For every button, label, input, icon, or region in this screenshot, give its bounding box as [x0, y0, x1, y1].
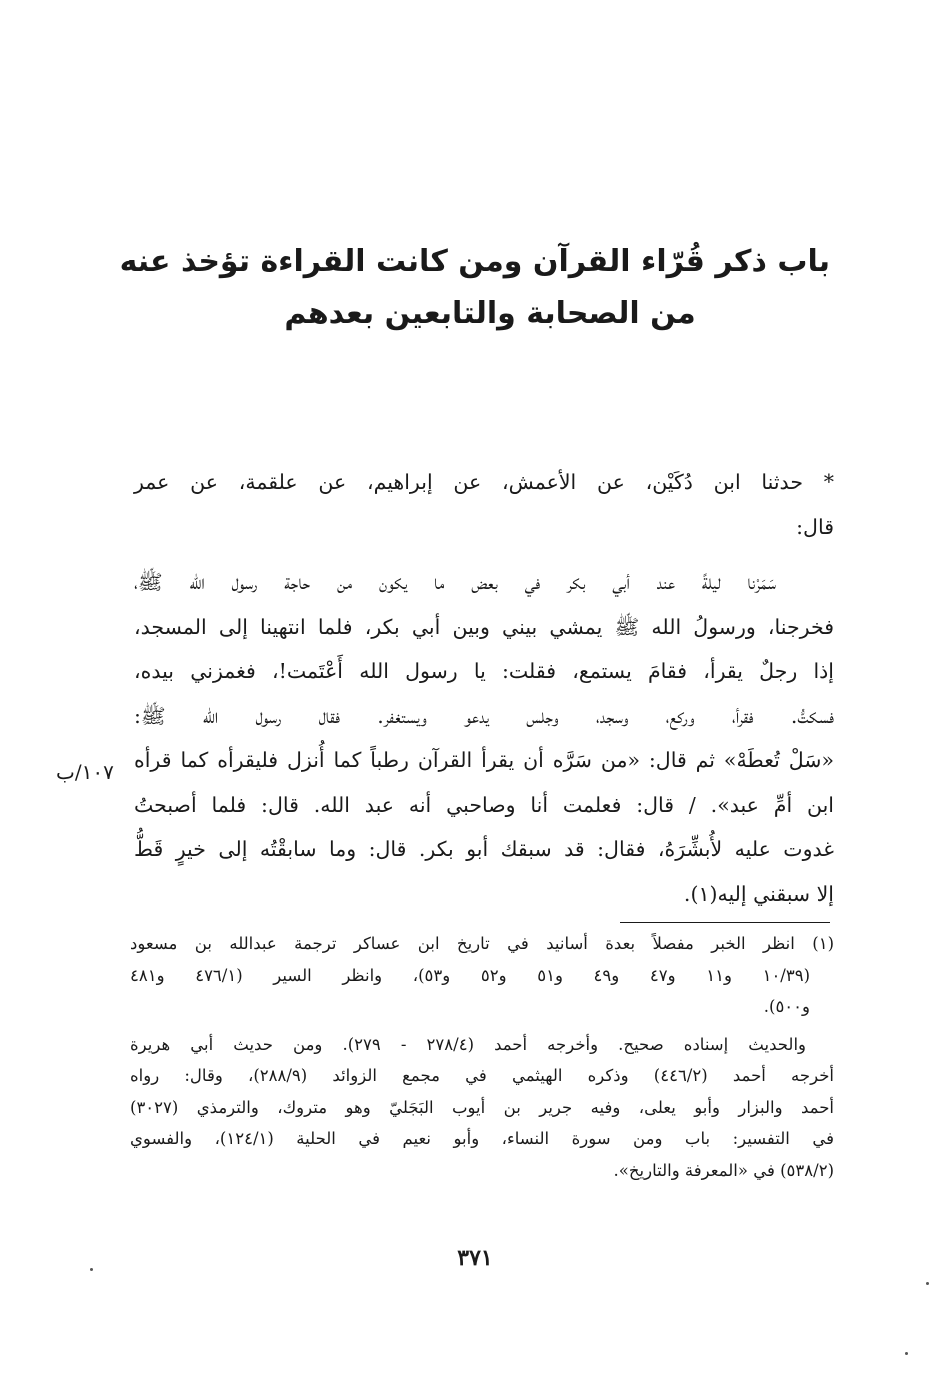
footnote-2-line-4: في التفسير: باب ومن سورة النساء، وأبو نعيم في الحلية (١٢٤/١)، والفسوي — [130, 1129, 835, 1148]
narration-line-7: غدوت عليه لأُبشِّرَهُ، فقال: قد سبقك أبو بكر. قال: وما سابقْتُه إلى خيرٍ قَطُّ — [134, 837, 834, 861]
footnote-2-line-2: أخرجه أحمد (٤٤٦/٢) وذكره الهيثمي في مجمع الزوائد (٢٨٨/٩)، وقال: رواه — [130, 1066, 834, 1085]
narration-line-2: فخرجنا، ورسولُ الله ﷺ يمشي بيني وبين أبي بكر، فلما انتهينا إلى المسجد، — [134, 614, 834, 639]
chapter-title — [119, 236, 830, 340]
footnote-1-line-1: (١) انظر الخبر مفصلاً بعدة أسانيد في تاريخ ابن عساكر ترجمة عبدالله بن مسعود — [130, 934, 834, 953]
chapter-title-line-2: من الصحابة والتابعين بعدهم — [284, 296, 696, 331]
isnad-line-2: قال: — [796, 515, 834, 539]
scan-speck — [905, 1352, 908, 1355]
narration-line-4: فسكتُّ. فقرأ، وركع، وسجد، وجلس يدعو ويستغفر. فقال رسول الله ﷺ: — [134, 703, 834, 728]
footnote-1-line-3: و٥٠٠). — [763, 997, 810, 1016]
footnote-2-line-3: أحمد والبزار وأبو يعلى، وفيه جرير بن أيوب البَجَليّ وهو متروك، والترمذي (٣٠٢٧) — [130, 1097, 834, 1117]
scan-speck — [90, 1268, 93, 1271]
scan-speck — [926, 1282, 929, 1285]
footnotes — [130, 928, 834, 1186]
footnote-2-line-5: (٥٣٨/٢) في «المعرفة والتاريخ». — [613, 1160, 834, 1180]
narration-line-3: إذا رجلٌ يقرأ، فقامَ يستمع، فقلت: يا رسول الله أَعْتَمت!، فغمزني بيده، — [134, 659, 834, 683]
narration-line-8: إلا سبقني إليه(١). — [683, 881, 834, 906]
page-number: ٣٧١ — [457, 1245, 493, 1271]
narration-line-6: ابن أمِّ عبد». / قال: فعلمت أنا وصاحبي أنه عبد الله. قال: فلما أصبحتُ — [134, 792, 834, 817]
narration-line-1: سَمَرْنا ليلةً عند أبي بكر في بعض ما يكون من حاجة رسول الله ﷺ، — [134, 570, 776, 594]
manuscript-folio-marker: ١٠٧/ب — [56, 760, 114, 784]
footnote-2-line-1: والحديث إسناده صحيح. وأخرجه أحمد (٢٧٨/٤ - ٢٧٩). ومن حديث أبي هريرة — [130, 1034, 806, 1054]
footnote-separator — [620, 922, 830, 923]
paragraph-spacer — [134, 550, 834, 560]
narration-line-5: «سَلْ تُعطَهْ» ثم قال: «من سَرَّه أن يقرأ القرآن رطباً كما أُنزل فليقرأه كما قرأه — [134, 748, 834, 772]
isnad-block — [134, 460, 834, 550]
main-text — [134, 460, 834, 916]
footnote-1-line-2: (١٠/٣٩ و١١ و٤٧ و٤٩ و٥١ و٥٢ و٥٣)، وانظر السير (٤٧٦/١ و٤٨١ — [130, 965, 811, 985]
narration-block — [134, 560, 834, 916]
chapter-title-line-1: باب ذكر قُرّاء القرآن ومن كانت القراءة تؤخذ عنه — [119, 244, 830, 279]
isnad-line-1: * حدثنا ابن دُكَيْن، عن الأعمش، عن إبراهيم، عن علقمة، عن عمر — [134, 470, 834, 494]
